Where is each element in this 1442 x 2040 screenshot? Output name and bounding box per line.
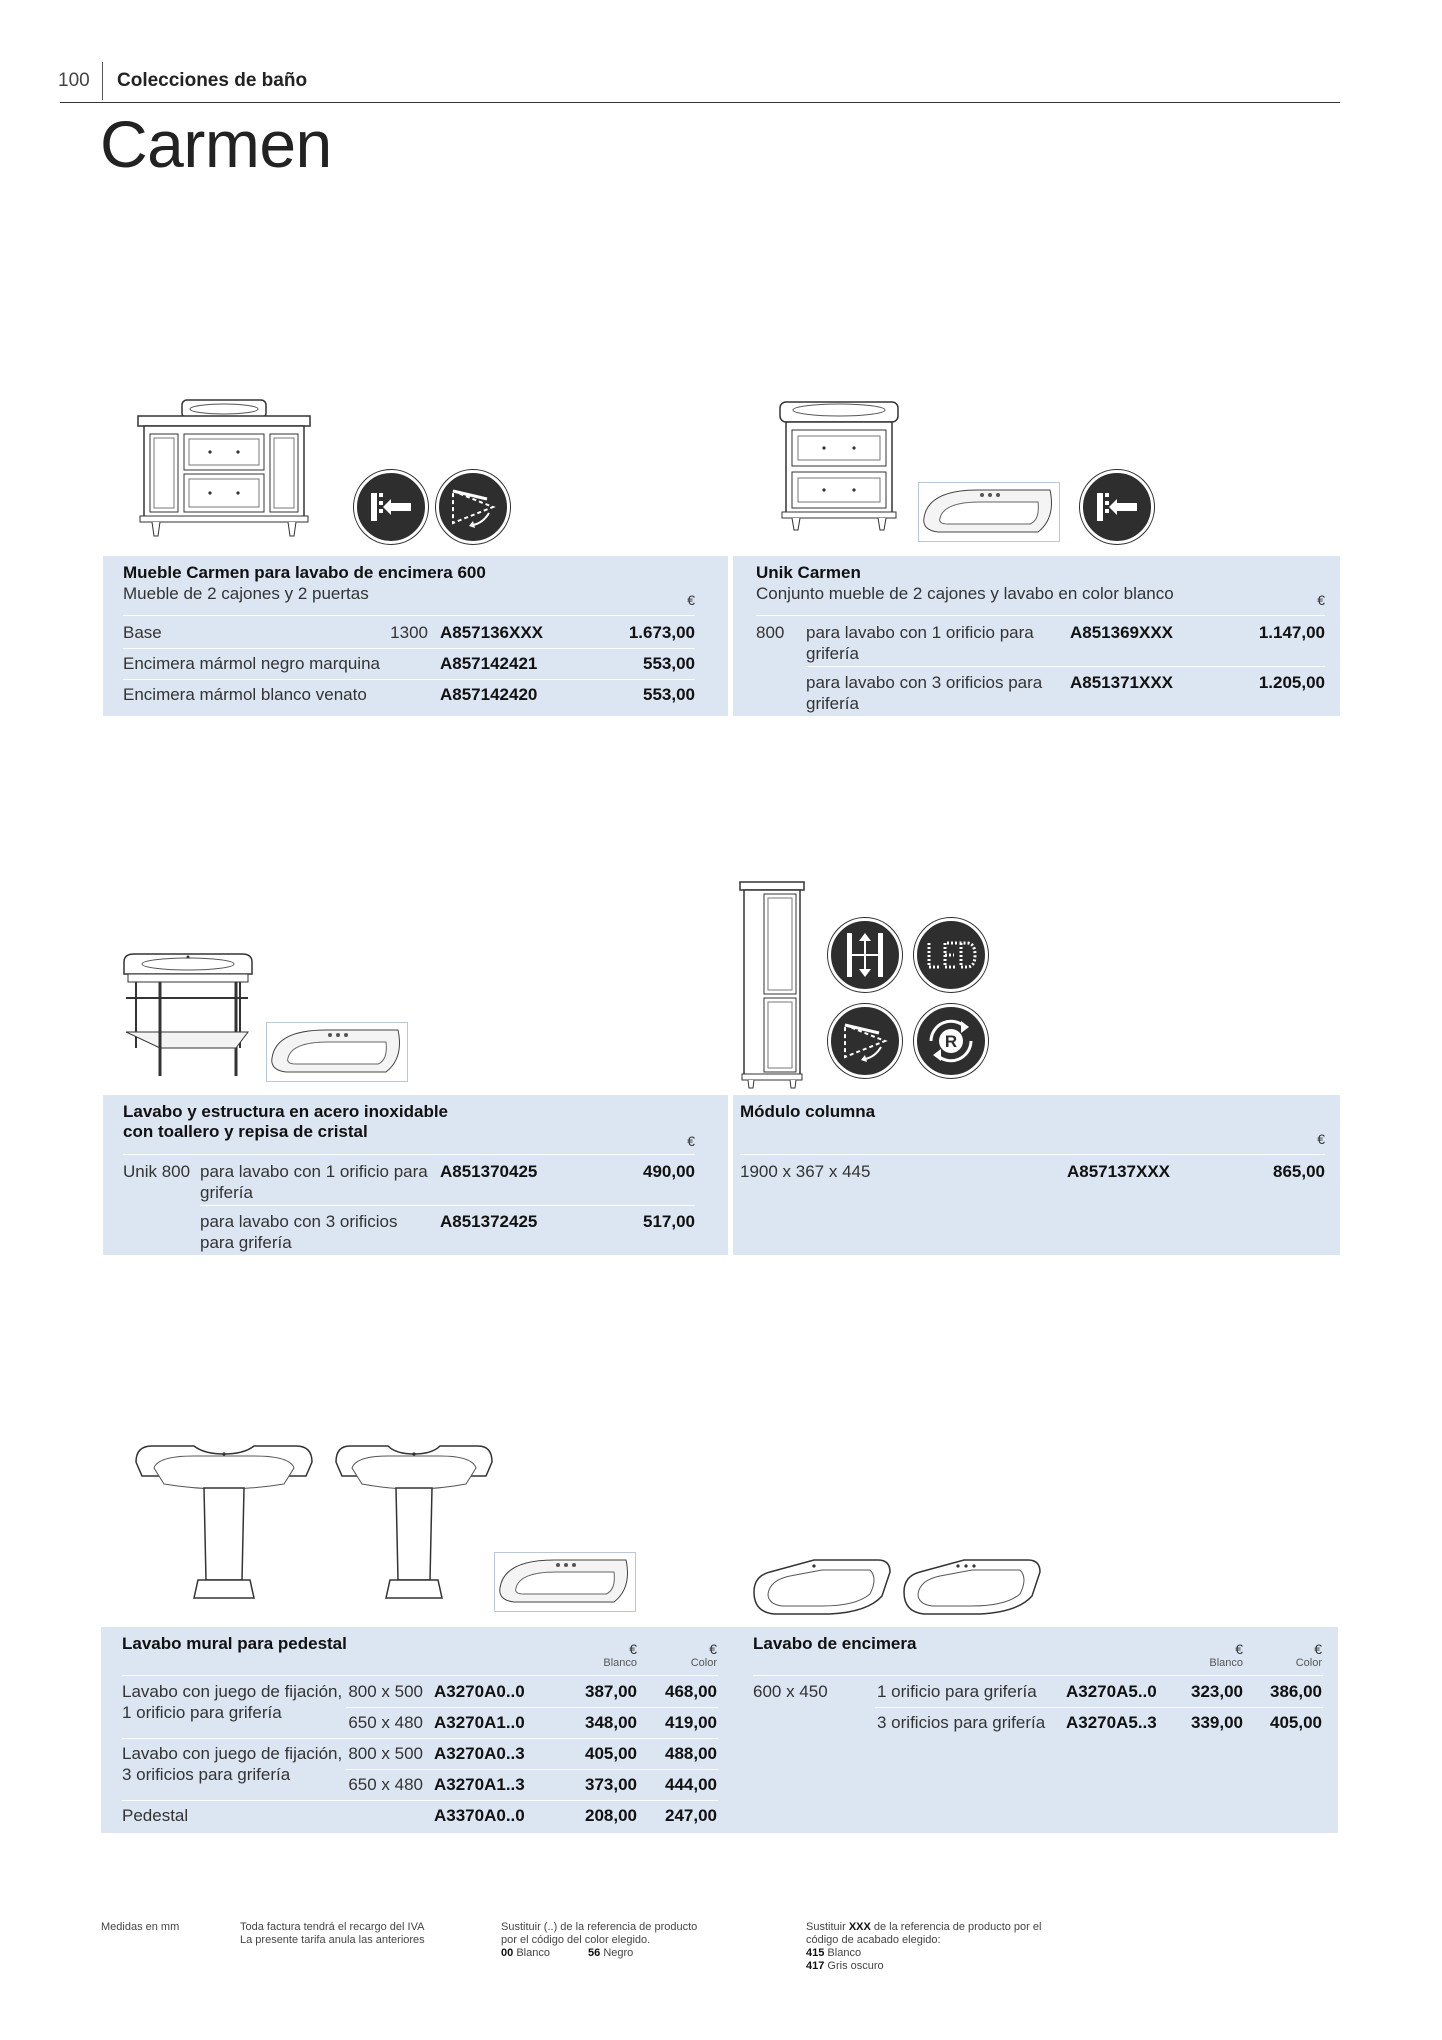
- row-code: A3270A1..0: [434, 1713, 525, 1732]
- code-56-label: Negro: [603, 1947, 634, 1959]
- row-code: A857142421: [440, 654, 538, 673]
- row-desc: Lavabo con juego de fijación, 1 orificio para grifería: [122, 1682, 343, 1722]
- lavabo-3-orificios-thumbnail: [494, 1552, 636, 1612]
- lavabo-encimera-title: Lavabo de encimera: [753, 1634, 917, 1653]
- unik-carmen-subtitle: Conjunto mueble de 2 cajones y lavabo en color blanco: [756, 584, 1174, 603]
- footer-iva-line2: La presente tarifa anula las anteriores: [240, 1934, 425, 1946]
- modulo-columna-illustration: [738, 880, 806, 1090]
- soft-close-drawer-icon: [1080, 470, 1154, 544]
- row-size: 800 x 500: [348, 1744, 423, 1763]
- mueble-carmen-subtitle: Mueble de 2 cajones y 2 puertas: [123, 584, 369, 603]
- lavabo-encimera-panel: [741, 1627, 1338, 1833]
- footer-acabado-code-gris: [806, 1960, 884, 1973]
- footer-sustituir-color-line2: por el código del color elegido.: [501, 1934, 651, 1946]
- table-row: [103, 680, 728, 710]
- row-price: 1.205,00: [1258, 673, 1325, 692]
- footer-medidas: Medidas en mm: [101, 1921, 180, 1933]
- row-code: A3270A0..0: [434, 1682, 525, 1701]
- row-desc: 3 orificios para grifería: [877, 1713, 1046, 1732]
- table-row: [733, 1157, 1340, 1187]
- currency-label: €: [687, 1133, 695, 1149]
- modulo-columna-title: Módulo columna: [740, 1102, 876, 1121]
- row-size: 1900 x 367 x 445: [740, 1162, 871, 1181]
- currency-label: €: [709, 1641, 717, 1657]
- row-price-color: 468,00: [665, 1682, 717, 1701]
- row-size: 1300: [390, 623, 428, 642]
- lavabo-mural-panel: [101, 1627, 741, 1833]
- currency-label: €: [629, 1641, 637, 1657]
- row-divider: [122, 1675, 718, 1676]
- row-price-blanco: 323,00: [1191, 1682, 1243, 1701]
- table-row: [103, 1207, 728, 1255]
- mueble-carmen-illustration: [134, 398, 314, 540]
- row-divider: [200, 1205, 695, 1206]
- row-price-blanco: 339,00: [1191, 1713, 1243, 1732]
- header-rule: [60, 102, 1340, 103]
- row-price-color: 444,00: [665, 1775, 717, 1794]
- table-row: [741, 1708, 1338, 1738]
- lavabo-3-orificios-thumbnail: [266, 1022, 408, 1082]
- lavabo-3-orificios-thumbnail: [918, 482, 1060, 542]
- section-title: Colecciones de baño: [117, 70, 308, 91]
- row-desc: Pedestal: [122, 1806, 189, 1825]
- lavabo-encimera-1-illustration: [750, 1556, 894, 1618]
- page-title: Carmen: [100, 107, 332, 181]
- row-desc: para lavabo con 1 orificio para grifería: [806, 623, 1034, 663]
- page-number: 100: [58, 70, 90, 91]
- table-row: [103, 618, 728, 648]
- unik-carmen-title: Unik Carmen: [756, 563, 861, 582]
- row-divider: [753, 1675, 1323, 1676]
- row-divider: [123, 1154, 695, 1155]
- footer-color-code-blanco: [501, 1947, 550, 1960]
- row-price-color: 405,00: [1270, 1713, 1322, 1732]
- row-code: A3270A1..3: [434, 1775, 525, 1794]
- code-56: 56: [588, 1947, 601, 1959]
- row-code: A857137XXX: [1067, 1162, 1171, 1181]
- row-desc: para lavabo con 3 orificios para grifería: [806, 673, 1043, 713]
- currency-label: €: [1235, 1641, 1243, 1657]
- row-price: 517,00: [643, 1212, 695, 1231]
- table-row: [101, 1708, 741, 1738]
- row-price-blanco: 348,00: [585, 1713, 637, 1732]
- row-price: 553,00: [643, 685, 695, 704]
- currency-label: €: [1317, 592, 1325, 608]
- row-price: 553,00: [643, 654, 695, 673]
- currency-label: €: [1314, 1641, 1322, 1657]
- mueble-carmen-title: Mueble Carmen para lavabo de encimera 600: [123, 563, 486, 582]
- row-desc: Base: [123, 623, 162, 642]
- row-code: A3270A5..0: [1066, 1682, 1157, 1701]
- row-code: A3270A5..3: [1066, 1713, 1157, 1732]
- sust2-b: de la referencia de producto por el: [873, 1921, 1042, 1933]
- table-row: [101, 1801, 741, 1831]
- row-code: A851371XXX: [1070, 673, 1174, 692]
- table-row: [741, 1677, 1338, 1707]
- row-price-color: 386,00: [1270, 1682, 1322, 1701]
- table-row: [101, 1677, 741, 1722]
- row-price-color: 247,00: [665, 1806, 717, 1825]
- lavabo-mural-title: Lavabo mural para pedestal: [122, 1634, 347, 1653]
- row-price-blanco: 208,00: [585, 1806, 637, 1825]
- row-size: 600 x 450: [753, 1682, 828, 1701]
- unik-carmen-illustration: [776, 394, 902, 534]
- table-row: [103, 649, 728, 679]
- header-divider: [102, 62, 103, 100]
- row-code: A857136XXX: [440, 623, 544, 642]
- code-00-label: Blanco: [516, 1947, 550, 1959]
- row-price-color: 419,00: [665, 1713, 717, 1732]
- code-00: 00: [501, 1947, 514, 1959]
- lavabo-pedestal-650-illustration: [334, 1440, 494, 1604]
- footer-acabado-code-blanco: [806, 1947, 861, 1960]
- modulo-columna-panel: [733, 1095, 1340, 1255]
- code-415: 415: [806, 1947, 825, 1959]
- row-code: A851372425: [440, 1212, 538, 1231]
- sust2-xxx: XXX: [848, 1921, 871, 1933]
- soft-close-drawer-icon: [354, 470, 428, 544]
- row-price-blanco: 373,00: [585, 1775, 637, 1794]
- mueble-carmen-panel: [103, 556, 728, 716]
- door-swing-icon: [828, 1004, 902, 1078]
- currency-label: €: [1317, 1131, 1325, 1147]
- column-header-blanco: Blanco: [603, 1657, 637, 1669]
- lavabo-estructura-title-line1: Lavabo y estructura en acero inoxidable: [123, 1102, 449, 1121]
- table-row: [733, 618, 1340, 666]
- row-code: A3370A0..0: [434, 1806, 525, 1825]
- sust2-a: Sustituir: [806, 1921, 846, 1933]
- row-code: A857142420: [440, 685, 538, 704]
- lavabo-estructura-title-line2: con toallero y repisa de cristal: [123, 1122, 368, 1141]
- lavabo-estructura-illustration: [120, 948, 256, 1084]
- lavabo-pedestal-800-illustration: [134, 1440, 314, 1604]
- footer-color-code-negro: [588, 1947, 633, 1960]
- row-desc: Encimera mármol negro marquina: [123, 654, 380, 673]
- row-price: 1.673,00: [628, 623, 695, 642]
- table-row: [101, 1739, 741, 1784]
- row-size: Unik 800: [123, 1162, 191, 1181]
- row-divider: [740, 1154, 1325, 1155]
- column-header-color: Color: [690, 1657, 717, 1669]
- footer-sustituir-color-line1: Sustituir (..) de la referencia de producto: [501, 1921, 698, 1933]
- lavabo-estructura-panel: [103, 1095, 728, 1255]
- table-row: [103, 1157, 728, 1205]
- code-417-label: Gris oscuro: [827, 1960, 884, 1972]
- door-opening-icon: [436, 470, 510, 544]
- column-header-color: Color: [1295, 1657, 1322, 1669]
- reversible-icon: [914, 1004, 988, 1078]
- svg-text:R: R: [944, 1032, 958, 1051]
- row-divider: [756, 615, 1325, 616]
- footer-iva-line1: Toda factura tendrá el recargo del IVA: [240, 1921, 425, 1933]
- row-price: 490,00: [643, 1162, 695, 1181]
- row-desc: para lavabo con 3 orificios para grifería: [200, 1212, 398, 1252]
- row-code: A851369XXX: [1070, 623, 1174, 642]
- row-price-blanco: 387,00: [585, 1682, 637, 1701]
- table-row: [101, 1770, 741, 1800]
- row-desc: Encimera mármol blanco venato: [123, 685, 367, 704]
- row-desc: Lavabo con juego de fijación, 3 orificios para grifería: [122, 1744, 343, 1784]
- row-divider: [123, 615, 695, 616]
- row-divider: [806, 666, 1325, 667]
- lavabo-encimera-3-illustration: [900, 1556, 1044, 1618]
- unik-carmen-panel: [733, 556, 1340, 716]
- row-price: 865,00: [1273, 1162, 1325, 1181]
- row-code: A3270A0..3: [434, 1744, 525, 1763]
- row-desc: 1 orificio para grifería: [877, 1682, 1037, 1701]
- code-417: 417: [806, 1960, 825, 1972]
- row-size: 800 x 500: [348, 1682, 423, 1701]
- column-header-blanco: Blanco: [1209, 1657, 1243, 1669]
- row-code: A851370425: [440, 1162, 538, 1181]
- currency-label: €: [687, 592, 695, 608]
- row-desc: para lavabo con 1 orificio para grifería: [200, 1162, 428, 1202]
- row-price-color: 488,00: [665, 1744, 717, 1763]
- row-size: 800: [756, 623, 785, 642]
- table-row: [733, 668, 1340, 716]
- footer-sustituir-acabado-line1: [806, 1921, 1041, 1934]
- footer-sustituir-acabado-line2: código de acabado elegido:: [806, 1934, 941, 1946]
- row-size: 650 x 480: [348, 1775, 423, 1794]
- row-size: 650 x 480: [348, 1713, 423, 1732]
- led-icon: [914, 918, 988, 992]
- row-price: 1.147,00: [1258, 623, 1325, 642]
- code-415-label: Blanco: [827, 1947, 862, 1959]
- height-adjust-icon: [828, 918, 902, 992]
- row-price-blanco: 405,00: [585, 1744, 637, 1763]
